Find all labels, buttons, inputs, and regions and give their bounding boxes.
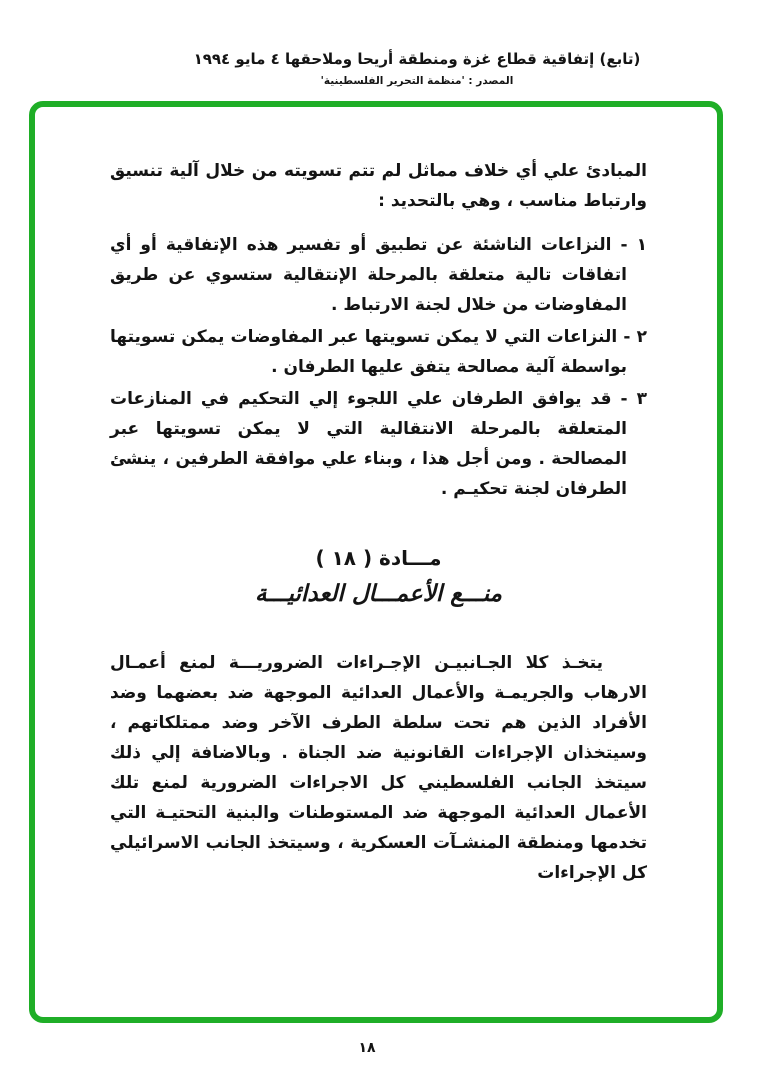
page-header — [0, 50, 758, 88]
item-1-text: النزاعات الناشئة عن تطبيق أو تفسير هذه الإتفاقية أو أي اتفاقات تالية متعلقة بالمرحلة الإنتقالية ستسوي عن طريق المفاوضات من خلال لجنة الارتباط . — [110, 235, 627, 315]
item-3-text: قد يوافق الطرفان علي اللجوء إلي التحكيم في المنازعات المتعلقة بالمرحلة الانتقالية التي لا يمكن تسويتها عبر المصالحة . ومن أجل هذا ، وبناء علي موافقة الطرفين ، ينشئ الطرفان لجنة تحكيـم . — [110, 389, 627, 499]
item-2-text: النزاعات التي لا يمكن تسويتها عبر المفاوضات يمكن تسويتها بواسطة آلية مصالحة يتفق عليها الطرفان . — [110, 327, 627, 377]
body-paragraph: يتخـذ كلا الجـانبيـن الإجـراءات الضروريـــة لمنع أعمـال الارهاب والجريمـة والأعمال العدائية الموجهة ضد بعضهما وضد الأفراد الذين هم تحت سلطة الطرف الآخر وضد ممتلكاتهم ، وسيتخذان الإجراءات القانونية ضد الجناة . وبالاضافة إلي ذلك سيتخذ الجانب الفلسطيني كل الاجراءات الضرورية لمنع تلك الأعمال العدائية الموجهة ضد المستوطنات والبنية التحتيـة التي تخدمها ومنطقة المنشـآت العسكرية ، وسيتخذ الجانب الاسرائيلي كل الإجراءات — [110, 653, 647, 883]
document-source: المصدر : 'منظمة التحرير الفلسطينية' — [320, 75, 514, 87]
document-content — [110, 156, 647, 888]
numbered-item-2 — [110, 322, 647, 382]
page-footer — [0, 1040, 758, 1056]
numbered-item-3 — [110, 384, 647, 504]
page-number: ١٨ — [358, 1040, 376, 1056]
page-header-inner — [194, 50, 641, 87]
item-2-number: ٢ - — [617, 327, 647, 347]
item-3-number: ٣ - — [611, 389, 647, 409]
article-subheading: منـــع الأعمـــال العدائيـــة — [254, 581, 503, 607]
intro-paragraph: المبادئ علي أي خلاف مماثل لم تتم تسويته من خلال آلية تنسيق وارتباط مناسب ، وهي بالتحديد : — [110, 161, 647, 211]
numbered-item-1 — [110, 230, 647, 320]
article-heading: مـــادة ( ١٨ ) — [315, 546, 442, 570]
document-title: (تابع) إتفاقية قطاع غزة ومنطقة أريحا وملاحقها ٤ مايو ١٩٩٤ — [193, 50, 641, 68]
item-1-number: ١ - — [611, 235, 648, 255]
